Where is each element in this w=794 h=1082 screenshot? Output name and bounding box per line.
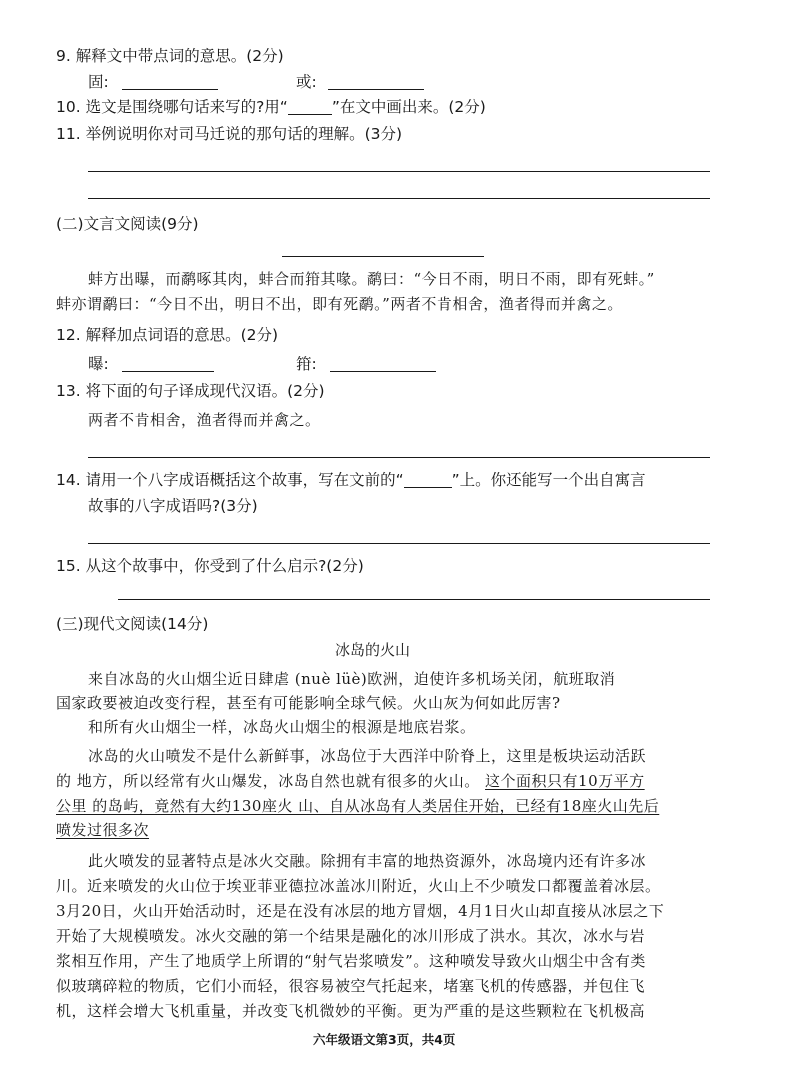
q10-text-pre: 10. 选文是围绕哪句话来写的?用“ bbox=[56, 98, 288, 116]
q12-answer-a bbox=[88, 354, 214, 374]
section-3-heading: (三)现代文阅读(14分) bbox=[56, 615, 209, 633]
q9-blank-a[interactable] bbox=[122, 73, 218, 90]
q12-blank-b[interactable] bbox=[330, 355, 436, 372]
q9-blank-b[interactable] bbox=[328, 73, 424, 90]
q12-label-a: 曝: bbox=[88, 355, 109, 373]
q11-answer-line-1[interactable] bbox=[88, 171, 710, 172]
article-p3-line-1: 冰岛的火山喷发不是什么新鲜事，冰岛位于大西洋中阶脊上，这里是板块运动活跃 bbox=[88, 747, 647, 765]
question-10 bbox=[56, 97, 486, 117]
q9-label-a: 固: bbox=[88, 73, 109, 91]
article-p3-underlined-start: 这个面积只有10万平方 bbox=[485, 772, 645, 790]
classical-passage-line-2: 蚌亦谓鹬曰：“今日不出，明日不出，即有死鹬。”两者不肯相舍，渔者得而并禽之。 bbox=[56, 295, 623, 313]
q10-blank[interactable] bbox=[288, 98, 332, 115]
q15-answer-line[interactable] bbox=[118, 599, 710, 600]
q14-answer-line[interactable] bbox=[88, 543, 710, 544]
section-2-heading: (二)文言文阅读(9分) bbox=[56, 215, 199, 233]
page-footer: 六年级语文第3页，共4页 bbox=[313, 1032, 456, 1047]
question-15: 15. 从这个故事中，你受到了什么启示?(2分) bbox=[56, 557, 364, 575]
classical-passage-line-1: 蚌方出曝，而鹬啄其肉，蚌合而箝其喙。鹬曰：“今日不雨，明日不雨，即有死蚌。” bbox=[88, 270, 655, 288]
question-12: 12. 解释加点词语的意思。(2分) bbox=[56, 326, 279, 344]
q9-answer-a bbox=[88, 72, 218, 92]
article-p1-line-1: 来自冰岛的火山烟尘近日肆虐 (nuè lüè)欧洲，迫使许多机场关闭，航班取消 bbox=[88, 670, 616, 688]
question-14-line-1 bbox=[56, 470, 646, 490]
article-p4-line-5: 浆相互作用，产生了地质学上所谓的“射气岩浆喷发”。这种喷发导致火山烟尘中含有类 bbox=[56, 952, 646, 970]
q14-text-pre: 14. 请用一个八字成语概括这个故事，写在文前的“ bbox=[56, 471, 404, 489]
q14-blank[interactable] bbox=[404, 471, 452, 488]
article-p3-line-2-text: 的 地方，所以经常有火山爆发，冰岛自然也就有很多的火山。 bbox=[56, 772, 486, 790]
q14-text-post: ”上。你还能写一个出自寓言 bbox=[451, 471, 646, 489]
idiom-title-blank[interactable] bbox=[282, 256, 484, 257]
article-p1-line-2: 国家政要被迫改变行程，甚至有可能影响全球气候。火山灰为何如此厉害? bbox=[56, 694, 561, 712]
article-p3-line-2 bbox=[56, 771, 645, 791]
article-p4-line-6: 似玻璃碎粒的物质，它们小而轻，很容易被空气托起来，堵塞飞机的传感器，并包住飞 bbox=[56, 977, 646, 995]
question-11: 11. 举例说明你对司马迁说的那句话的理解。(3分) bbox=[56, 125, 403, 143]
article-p4-line-2: 川。近来喷发的火山位于埃亚菲亚德拉冰盖冰川附近，火山上不少喷发口都覆盖着冰层。 bbox=[56, 877, 661, 895]
article-p2: 和所有火山烟尘一样，冰岛火山烟尘的根源是地底岩浆。 bbox=[88, 718, 476, 736]
article-p3-line-3-underlined: 公里 的岛屿，竟然有大约130座火 山、自从冰岛有人类居住开始，已经有18座火山先后 bbox=[56, 797, 660, 815]
q11-answer-line-2[interactable] bbox=[88, 198, 710, 199]
question-14-line-2: 故事的八字成语吗?(3分) bbox=[88, 497, 258, 515]
q13-answer-line[interactable] bbox=[88, 457, 710, 458]
question-13: 13. 将下面的句子译成现代汉语。(2分) bbox=[56, 382, 325, 400]
q12-label-b: 箝: bbox=[296, 355, 317, 373]
article-p4-line-4: 开始了大规模喷发。冰火交融的第一个结果是融化的冰川形成了洪水。其次，冰水与岩 bbox=[56, 927, 646, 945]
article-p4-line-3: 3月20日，火山开始活动时，还是在没有冰层的地方冒烟，4月1日火山却直接从冰层之下 bbox=[56, 902, 665, 920]
article-p3-line-4-underlined: 喷发过很多次 bbox=[56, 821, 150, 839]
q10-text-post: ”在文中画出来。(2分) bbox=[331, 98, 486, 116]
question-9: 9. 解释文中带点词的意思。(2分) bbox=[56, 47, 284, 65]
q12-blank-a[interactable] bbox=[122, 355, 214, 372]
q13-sentence: 两者不肯相舍，渔者得而并禽之。 bbox=[88, 411, 321, 429]
q9-answer-b bbox=[296, 72, 424, 92]
article-p4-line-7: 机，这样会增大飞机重量，并改变飞机微妙的平衡。更为严重的是这些颗粒在飞机极高 bbox=[56, 1002, 646, 1020]
q12-answer-b bbox=[296, 354, 436, 374]
q9-label-b: 或: bbox=[296, 73, 317, 91]
article-p4-line-1: 此火喷发的显著特点是冰火交融。除拥有丰富的地热资源外，冰岛境内还有许多冰 bbox=[88, 852, 647, 870]
article-title: 冰岛的火山 bbox=[335, 641, 411, 659]
